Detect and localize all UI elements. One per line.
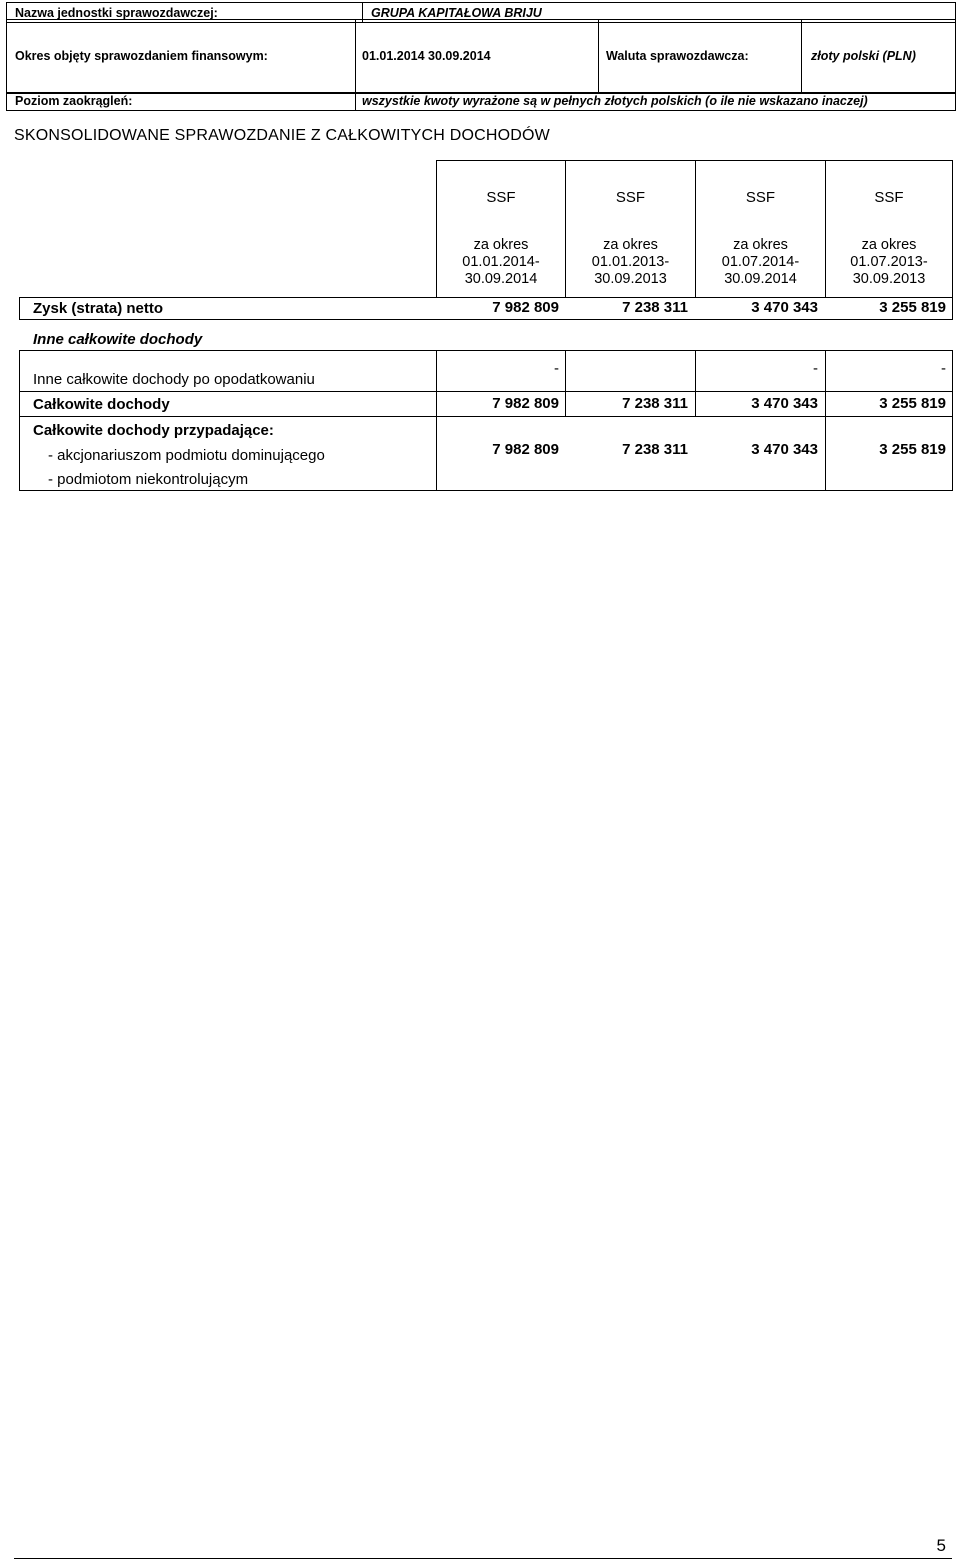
col4-period (826, 237, 952, 288)
col2-standard: SSF (615, 189, 646, 206)
col1-period-l1: za okres (473, 237, 529, 253)
net-profit-col1: 7 982 809 (492, 299, 559, 316)
total-income-label: Całkowite dochody (33, 396, 170, 413)
period-value: 01.01.2014 30.09.2014 (362, 49, 491, 63)
report-title: SKONSOLIDOWANE SPRAWOZDANIE Z CAŁKOWITYCH DOCHODÓW (14, 127, 550, 144)
footer-rule (14, 1558, 952, 1559)
oci-after-tax-label: Inne całkowite dochody po opodatkowaniu (33, 371, 315, 388)
col4-period-l1: za okres (861, 237, 917, 253)
period-label: Okres objęty sprawozdaniem finansowym: (15, 49, 268, 63)
rounding-value: wszystkie kwoty wyrażone są w pełnych złotych polskich (o ile nie wskazano inaczej) (362, 94, 868, 108)
col3-period-l1: za okres (733, 237, 788, 253)
oci-after-tax-col1: - (554, 360, 559, 377)
total-income-col2: 7 238 311 (622, 395, 688, 412)
col3-period (696, 237, 825, 288)
col3-period-l3: 30.09.2014 (724, 271, 797, 287)
col2-period (566, 237, 695, 288)
shareholders-label: - akcjonariuszom podmiotu dominującego (48, 447, 325, 464)
col3-standard: SSF (745, 189, 776, 206)
oci-after-tax-col4: - (941, 360, 946, 377)
col1-period (437, 237, 565, 288)
col2-period-l1: za okres (603, 237, 658, 253)
total-income-col4: 3 255 819 (879, 395, 946, 412)
total-income-col1: 7 982 809 (492, 395, 559, 412)
col4-period-l3: 30.09.2013 (852, 271, 926, 287)
total-income-col3: 3 470 343 (751, 395, 818, 412)
shareholders-col4: 3 255 819 (879, 441, 946, 458)
col1-period-l2: 01.01.2014- (462, 254, 540, 270)
currency-value: złoty polski (PLN) (811, 49, 916, 63)
oci-section-label: Inne całkowite dochody (33, 331, 203, 348)
shareholders-col1: 7 982 809 (492, 441, 559, 458)
shareholders-col3: 3 470 343 (751, 441, 818, 458)
net-profit-col4: 3 255 819 (879, 299, 946, 316)
rounding-label: Poziom zaokrągleń: (15, 94, 133, 108)
entity-value: GRUPA KAPITAŁOWA BRIJU (363, 3, 956, 23)
oci-after-tax-col3: - (813, 360, 818, 377)
net-profit-label: Zysk (strata) netto (33, 300, 164, 317)
net-profit-col2: 7 238 311 (622, 299, 688, 316)
col2-period-l2: 01.01.2013- (591, 254, 670, 270)
col3-period-l2: 01.07.2014- (721, 254, 800, 270)
page-number: 5 (936, 1536, 946, 1555)
non-controlling-label: - podmiotom niekontrolującym (48, 471, 249, 488)
col4-period-l2: 01.07.2013- (850, 254, 928, 270)
col2-period-l3: 30.09.2013 (594, 271, 667, 287)
net-profit-col3: 3 470 343 (751, 299, 818, 316)
col1-standard: SSF (486, 189, 516, 206)
attributable-label: Całkowite dochody przypadające: (33, 422, 274, 439)
col4-standard: SSF (874, 189, 904, 206)
entity-label: Nazwa jednostki sprawozdawczej: (7, 3, 363, 23)
shareholders-col2: 7 238 311 (622, 441, 688, 458)
col1-period-l3: 30.09.2014 (464, 271, 538, 287)
currency-label: Waluta sprawozdawcza: (606, 49, 749, 63)
